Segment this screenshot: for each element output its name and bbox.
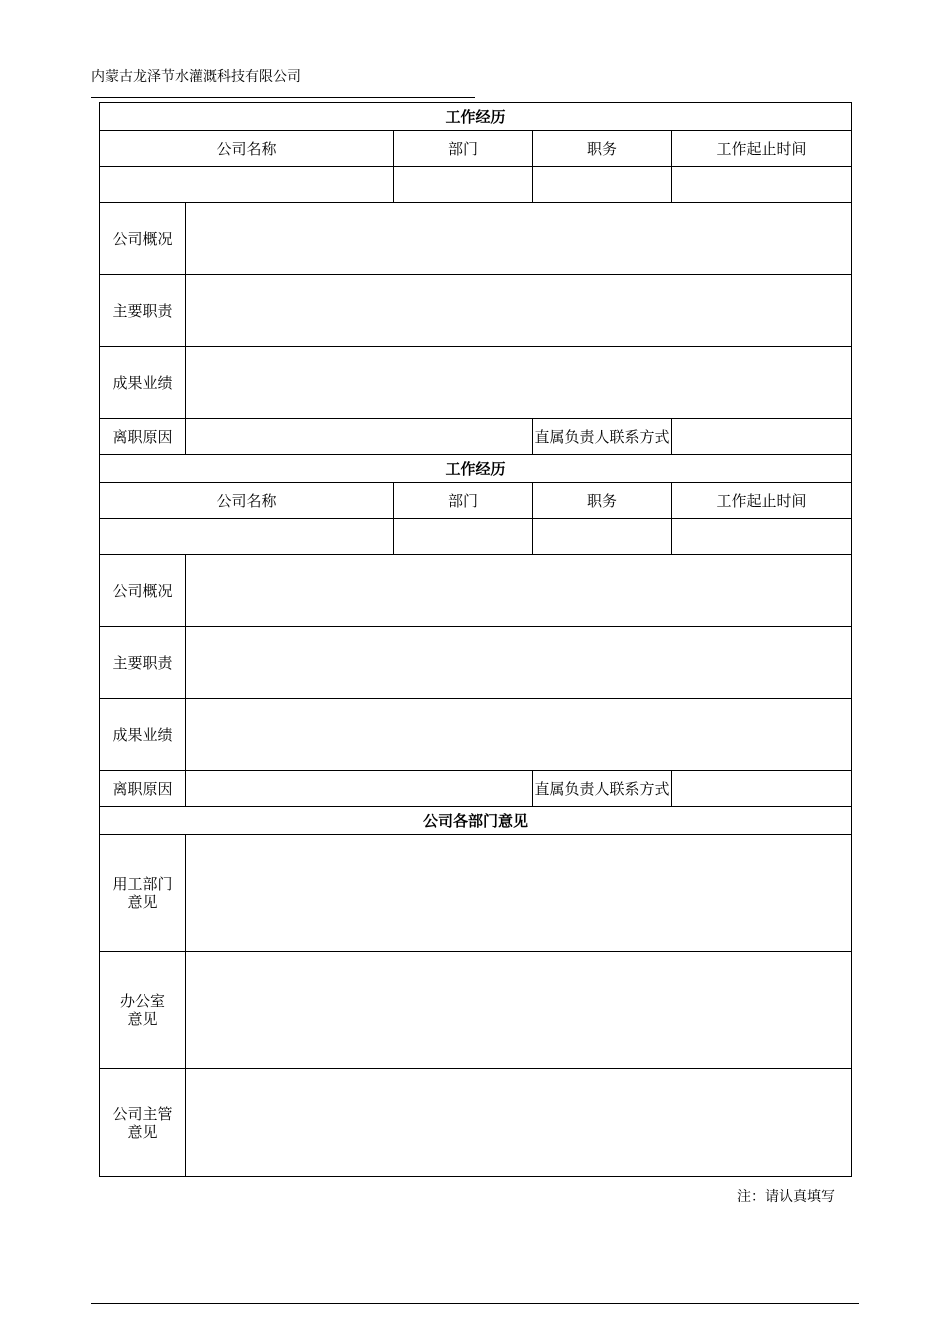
- hiring-department-opinion-field[interactable]: [186, 835, 852, 952]
- achievements-label: 成果业绩: [100, 347, 186, 419]
- company-header: 内蒙古龙泽节水灌溉科技有限公司: [91, 69, 301, 85]
- supervisor-contact-field[interactable]: [672, 419, 852, 455]
- label-line: 公司主管: [112, 1104, 173, 1123]
- column-header-company-name: 公司名称: [100, 483, 394, 519]
- achievements-field[interactable]: [186, 347, 852, 419]
- company-overview-label: 公司概况: [100, 203, 186, 275]
- office-opinion-field[interactable]: [186, 952, 852, 1069]
- column-header-department: 部门: [394, 483, 533, 519]
- company-name-field[interactable]: [100, 519, 394, 555]
- main-duties-label: 主要职责: [100, 627, 186, 699]
- company-name-field[interactable]: [100, 167, 394, 203]
- column-header-period: 工作起止时间: [672, 131, 852, 167]
- position-field[interactable]: [533, 519, 672, 555]
- column-header-department: 部门: [394, 131, 533, 167]
- main-duties-field[interactable]: [186, 275, 852, 347]
- column-header-company-name: 公司名称: [100, 131, 394, 167]
- period-field[interactable]: [672, 167, 852, 203]
- company-overview-field[interactable]: [186, 555, 852, 627]
- footer-divider: [91, 1303, 859, 1304]
- section-title-department-opinions: 公司各部门意见: [100, 807, 852, 835]
- office-opinion-label: [100, 952, 186, 1069]
- department-field[interactable]: [394, 519, 533, 555]
- section-title-work-experience: 工作经历: [100, 455, 852, 483]
- achievements-field[interactable]: [186, 699, 852, 771]
- label-line: 办公室: [119, 992, 165, 1010]
- leaving-reason-field[interactable]: [186, 771, 533, 807]
- application-form-table: [99, 102, 852, 1177]
- department-field[interactable]: [394, 167, 533, 203]
- supervisor-contact-label: 直属负责人联系方式: [533, 771, 672, 807]
- column-header-position: 职务: [533, 131, 672, 167]
- position-field[interactable]: [533, 167, 672, 203]
- supervisor-contact-field[interactable]: [672, 771, 852, 807]
- label-line: 用工部门: [112, 875, 173, 893]
- label-line: 意见: [127, 1010, 158, 1028]
- period-field[interactable]: [672, 519, 852, 555]
- supervisor-contact-label: 直属负责人联系方式: [533, 419, 672, 455]
- achievements-label: 成果业绩: [100, 699, 186, 771]
- leaving-reason-field[interactable]: [186, 419, 533, 455]
- header-divider: [91, 97, 475, 98]
- supervisor-opinion-label: [100, 1069, 186, 1177]
- section-title-work-experience: 工作经历: [100, 103, 852, 131]
- leaving-reason-label: 离职原因: [100, 771, 186, 807]
- label-line: 意见: [127, 1122, 158, 1141]
- company-overview-field[interactable]: [186, 203, 852, 275]
- company-overview-label: 公司概况: [100, 555, 186, 627]
- footnote: 注：请认真填写: [737, 1189, 835, 1205]
- column-header-position: 职务: [533, 483, 672, 519]
- leaving-reason-label: 离职原因: [100, 419, 186, 455]
- column-header-period: 工作起止时间: [672, 483, 852, 519]
- supervisor-opinion-field[interactable]: [186, 1069, 852, 1177]
- main-duties-field[interactable]: [186, 627, 852, 699]
- main-duties-label: 主要职责: [100, 275, 186, 347]
- hiring-department-opinion-label: [100, 835, 186, 952]
- label-line: 意见: [127, 893, 158, 911]
